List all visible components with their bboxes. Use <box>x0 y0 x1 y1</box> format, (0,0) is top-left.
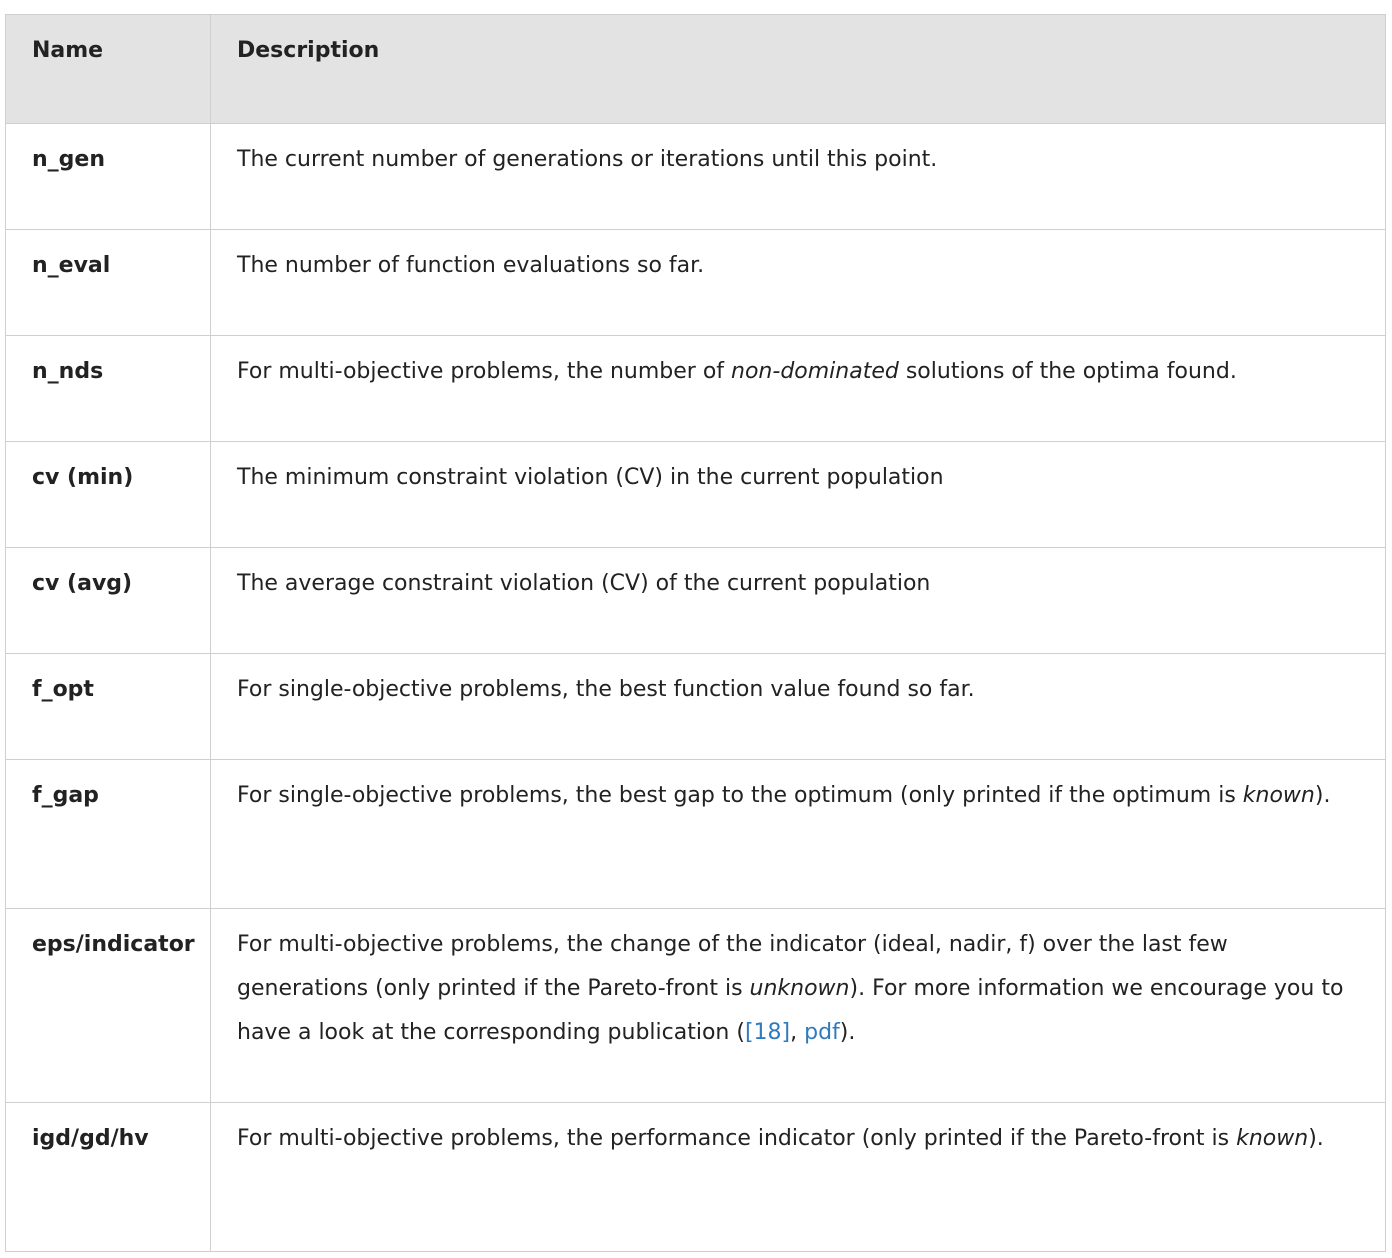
row-description: The number of function evaluations so far. <box>211 230 1386 336</box>
row-description: The current number of generations or iterations until this point. <box>211 124 1386 230</box>
table-row <box>6 336 1386 442</box>
row-description <box>211 909 1386 1103</box>
row-description: The minimum constraint violation (CV) in the current population <box>211 442 1386 548</box>
description-text: ). For more information we encourage you to have a look at the corresponding publication ( <box>237 976 1344 1045</box>
emphasis-text: known <box>1242 783 1315 808</box>
row-name: eps/indicator <box>6 909 211 1103</box>
header-description: Description <box>211 15 1386 124</box>
description-text: For multi-objective problems, the change of the indicator (ideal, nadir, f) over the last few generations (only printed if the Pareto-front is <box>237 932 1228 1001</box>
row-description: For single-objective problems, the best function value found so far. <box>211 654 1386 760</box>
citation-link[interactable]: [18] <box>744 1020 791 1045</box>
row-name: cv (min) <box>6 442 211 548</box>
table-header-row <box>6 15 1386 124</box>
table-row <box>6 230 1386 336</box>
table-row <box>6 1103 1386 1252</box>
pdf-link[interactable]: pdf <box>804 1020 840 1045</box>
description-text: solutions of the optima found. <box>898 359 1237 384</box>
table-row <box>6 760 1386 909</box>
row-name: n_nds <box>6 336 211 442</box>
emphasis-text: known <box>1236 1126 1309 1151</box>
row-name: igd/gd/hv <box>6 1103 211 1252</box>
row-name: f_gap <box>6 760 211 909</box>
description-text: ). <box>1314 783 1331 808</box>
row-name: n_eval <box>6 230 211 336</box>
row-description <box>211 1103 1386 1252</box>
row-name: f_opt <box>6 654 211 760</box>
row-description: The average constraint violation (CV) of the current population <box>211 548 1386 654</box>
description-text: ). <box>1308 1126 1324 1151</box>
table-row <box>6 548 1386 654</box>
table-row <box>6 909 1386 1103</box>
output-columns-table <box>5 14 1386 1252</box>
table-row <box>6 654 1386 760</box>
row-name: n_gen <box>6 124 211 230</box>
table-row <box>6 442 1386 548</box>
emphasis-text: unknown <box>749 976 850 1001</box>
description-text: For single-objective problems, the best gap to the optimum (only printed if the optimum is <box>237 783 1243 808</box>
row-description <box>211 760 1386 909</box>
header-name: Name <box>6 15 211 124</box>
table-row <box>6 124 1386 230</box>
row-name: cv (avg) <box>6 548 211 654</box>
emphasis-text: non-dominated <box>731 359 899 384</box>
description-text: For multi-objective problems, the performance indicator (only printed if the Pareto-front is <box>237 1126 1237 1151</box>
link-separator: , <box>790 1020 805 1045</box>
description-text: ). <box>839 1020 856 1045</box>
description-text: For multi-objective problems, the number of <box>237 359 732 384</box>
row-description <box>211 336 1386 442</box>
